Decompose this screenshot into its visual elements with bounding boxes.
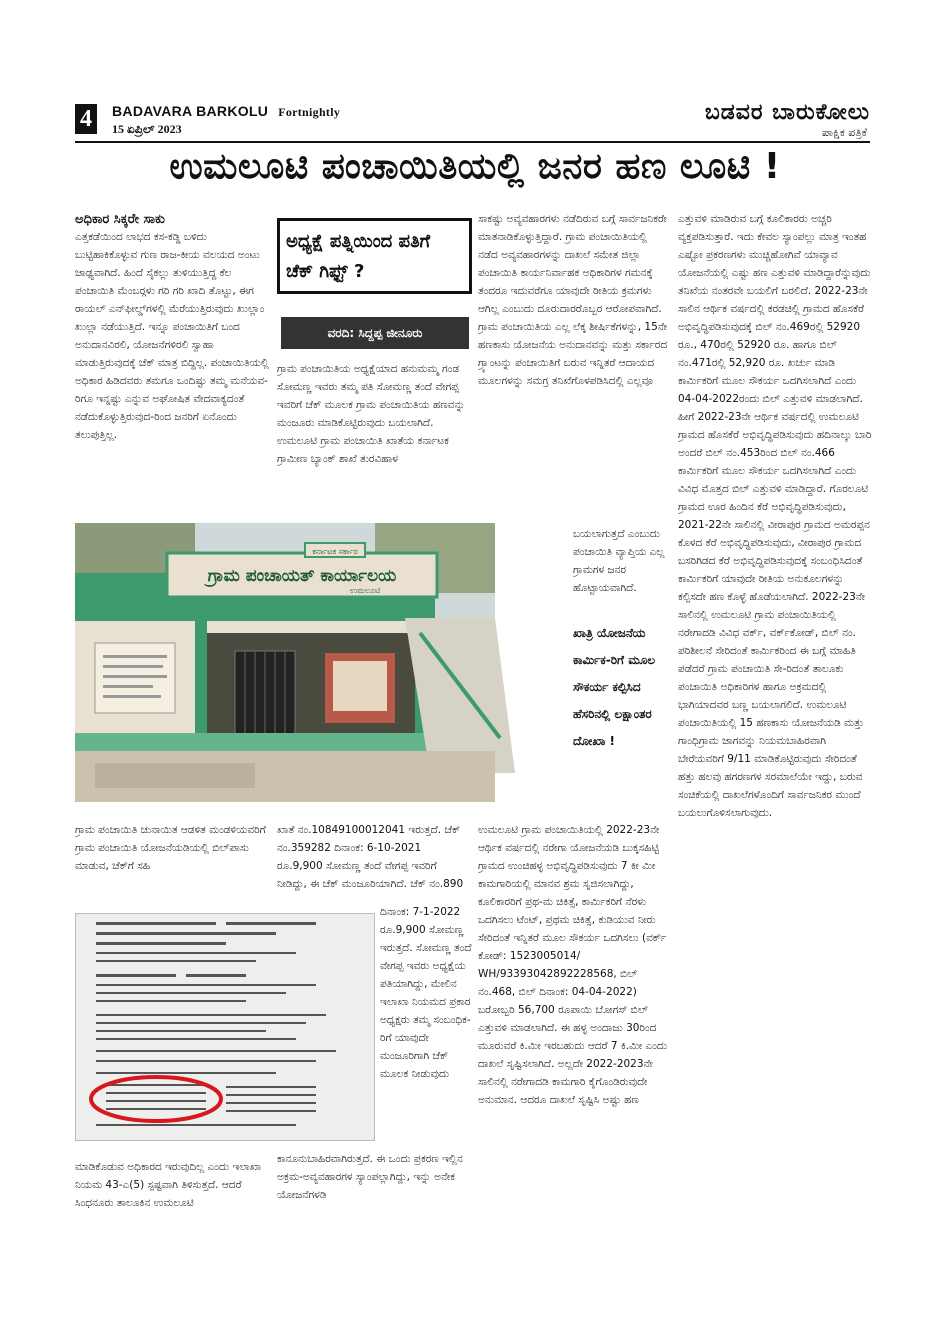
- article-column-1-bottom: ಮಾಡಿಕೊಡುವ ಅಧಿಕಾರದ ಇರುವುದಿಲ್ಲ ಎಂದು ಇಲಾಖಾ ನಿಯಮ 43-ಎ(5) ಸ್ಪಷ್ಟವಾಗಿ ತಿಳಿಸುತ್ತದೆ. ಆದರೆ ಸಿಂಧನೂರು ತಾಲೂಕಿನ ಉಮಲೂಟಿ: [75, 1161, 262, 1209]
- office-sign-text: ಗ್ರಾಮ ಪಂಚಾಯತ್ ಕಾರ್ಯಾಲಯ: [207, 566, 397, 586]
- article-column-3-continued: ಬಯಲಾಗುತ್ತದೆ ಎಂಬುದು ಪಂಚಾಯಿತಿ ವ್ಯಾಪ್ತಿಯ ಎಲ್ಲ ಗ್ರಾಮಗಳ ಜನರ ಹೊಟ್ಟಾಯವಾಗಿದೆ.: [573, 528, 665, 594]
- byline: ವರದಿ: ಸಿದ್ದಪ್ಪ ಜೀನೂರು: [281, 317, 469, 349]
- masthead-frequency: Fortnightly: [278, 105, 341, 119]
- article-column-3-lower: ಉಮಲೂಟಿ ಗ್ರಾಮ ಪಂಚಾಯಿತಿಯಲ್ಲಿ 2022-23ನೇ ಆರ್ಥಿಕ ವರ್ಷದಲ್ಲಿ ನರೇಗಾ ಯೋಜನೆಯಡಿ ಬುಕ್ಕಸಹಿಟ್ಟಿ ಗ್ರಾಮದ ಉಂಚಿಹಳ್ಳ ಅಭಿವೃದ್ಧಿಪಡಿಸುವುದು 7 ಕೀ ಮೀ ಕಾಮಗಾರಿಯಲ್ಲಿ ಮಾನವ ಶ್ರಮ ಸೃಜಿಸಲಾಗಿದ್ದು, ಕೂಲಿಕಾರರಿಗೆ ಪ್ರಥ-ಮ ಚಿಕಿತ್ಸೆ, ಕಾರ್ಮಿಕರಿಗೆ ನೆರಳು ಒದಗಿಸಲು ಟೆಂಟ್, ಪ್ರಥಮ ಚಿಕಿತ್ಸೆ, ಕುಡಿಯುವ ನೀರು ಸೇರಿದಂತೆ ಇನ್ನಿತರೆ ಮೂಲ ಸೌಕರ್ಯ ಒದಗಿಸಲು (ವರ್ಕ್ ಕೋಡ್: 1523005014/ WH/93393042892228568, ಬಿಲ್ ನಂ.468, ಬಿಲ್ ದಿನಾಂಕ: 04-04-2022) ಬರೋಬ್ಬರಿ 56,700 ರೂಪಾಯಿ ಬೋಗಸ್ ಬಿಲ್ ಎತ್ತುವಳಿ ಮಾಡಲಾಗಿದೆ. ಈ ಹಳ್ಳ ಅಂದಾಜು 30ರಿಂದ ಮೂರುವರೆ ಕಿ.ಮೀ ಇರಬಹುದು ಆದರೆ 7 ಕಿ.ಮೀ ಎಂದು ದಾಖಲೆ ಸೃಷ್ಟಿಸಲಾಗಿದೆ. ಅಲ್ಲದೇ 2022-2023ನೇ ಸಾಲಿನಲ್ಲಿ ನರೇಗಾದಡಿ ಕಾಮಗಾರಿ ಕೈಗೊಂಡಿರುವುದೇ ಅನುಮಾನ. ಆದರೂ ದಾಖಲೆ ಸೃಷ್ಟಿಸಿ ಅಷ್ಟು ಹಣ: [478, 824, 668, 1106]
- article-column-4: ಎತ್ತುವಳಿ ಮಾಡಿರುವ ಬಗ್ಗೆ ಕೂಲಿಕಾರರು ಅಚ್ಚರಿ ವ್ಯಕ್ತಪಡಿಸುತ್ತಾರೆ. ಇದು ಕೇವಲ ಸ್ಯಾಂಪಲ್ಲು ಮಾತ್ರ ಇಂತಹ ಎಷ್ಟೋ ಪ್ರಕರಣಗಳು ಮುಚ್ಚಿಹೋಗಿವೆ ಯಾವ್ಯಾವ ಯೋಜನೆಯಲ್ಲಿ ಎಷ್ಟು ಹಣ ಎತ್ತುವಳಿ ಮಾಡಿದ್ದಾರೆನ್ನುವುದು ತನಿಖೆಯ ನಂತರವೇ ಬಯಲಿಗೆ ಬರಲಿದೆ. 2022-23ನೇ ಸಾಲಿನ ಆರ್ಥಿಕ ವರ್ಷದಲ್ಲಿ ಕರಡಚಿಲ್ಲಿ ಗ್ರಾಮದ ಹೊಸಕೆರೆ ಅಭಿವೃದ್ಧಿಪಡಿಸುವುದಕ್ಕೆ ಬಿಲ್ ನಂ.469ರಲ್ಲಿ 52920 ರೂ., 470ರಲ್ಲಿ 52920 ರೂ. ಹಾಗೂ ಬಿಲ್ ನಂ.471ರಲ್ಲಿ 52,920 ರೂ. ಖರ್ಚು ಮಾಡಿ ಕಾರ್ಮಿಕರಿಗೆ ಮೂಲ ಸೌಕರ್ಯ ಒದಗಿಸಲಾಗಿದೆ ಎಂದು 04-04-2022ರಂದು ಬಿಲ್ ಎತ್ತುವಳಿ ಮಾಡಲಾಗಿದೆ. ಹೀಗೆ 2022-23ನೇ ಆರ್ಥಿಕ ವರ್ಷದಲ್ಲಿ ಉಮಲೂಟಿ ಗ್ರಾಮದ ಹೊಸಕೆರೆ ಅಭಿವೃದ್ಧಿಪಡಿಸುವುದು ಹದಿನಾಲ್ಕು ಬಾರಿ ಅಂದರೆ ಬಿಲ್ ನಂ.453ರಿಂದ ಬಿಲ್ ನಂ.466 ಕಾರ್ಮಿಕರಿಗೆ ಮೂಲ ಸೌಕರ್ಯ ಒದಗಿಸಲಾಗಿದೆ ಎಂದು ವಿವಿಧ ಮೊತ್ತದ ಬಿಲ್ ಎತ್ತುವಳಿ ಮಾಡಿದ್ದಾರೆ. ಗೊರಲೂಟಿ ಗ್ರಾಮದ ಊರ ಹಿಂದಿನ ಕೆರೆ ಅಭಿವೃದ್ಧಿಪಡಿಸುವುದು, 2021-22ನೇ ಸಾಲಿನಲ್ಲಿ ವೀರಾಪುರ ಗ್ರಾಮದ ಅಮರಪ್ಪನ ಕೊಳದ ಕೆರೆ ಅಭಿವೃದ್ಧಿಪಡಿಸುವುದು, ವೀರಾಪುರ ಗ್ರಾಮದ ಬಸರಿಗಿಡದ ಕೆರೆ ಅಭಿವೃದ್ಧಿಪಡಿಸುವುದಕ್ಕೆ ಸಂಬಂಧಿಸಿದಂತೆ ಕಾರ್ಮಿಕರಿಗೆ ಯಾವುದೇ ರೀತಿಯ ಅನುಕೂಲಗಳನ್ನು ಕಲ್ಪಿಸದೇ ಹಣ ಕೊಳ್ಳೆ ಹೊಡೆಯಲಾಗಿದೆ. 2022-23ನೇ ಸಾಲಿನಲ್ಲಿ ಉಮಲೂಟಿ ಗ್ರಾಮ ಪಂಚಾಯಿತಿಯಲ್ಲಿ ನರೇಗಾದಡಿ ವಿವಿಧ ವರ್ಕ್, ವರ್ಕ್‌ಕೋಡ್, ಬಿಲ್ ನಂ. ಪರಿಶೀಲನೆ ಸೇರಿದಂತೆ ಕಾರ್ಮಿಕರಿಂದ ಈ ಬಗ್ಗೆ ಮಾಹಿತಿ ಪಡೆದರೆ ಗ್ರಾಮ ಪಂಚಾಯಿತಿ ಸೇ-ರಿದಂತೆ ತಾಲೂಕು ಪಂಚಾಯಿತಿ ಅಧಿಕಾರಿಗಳ ಹಾಗೂ ಅಕ್ರಮದಲ್ಲಿ ಭಾಗಿಯಾದವರ ಬಣ್ಣ ಬಯಲಾಗಲಿದೆ. ಉಮಲೂಟಿ ಪಂಚಾಯಿತಿಯಲ್ಲಿ 15 ಹಣಕಾಸು ಯೋಜನೆಯಡಿ ಮತ್ತು ಗಾಂಧಿಗ್ರಾಮ ಜಾಗವನ್ನು ನಿಯಮಬಾಹಿರವಾಗಿ ಬೇರೆಯವರಿಗೆ 9/11 ಮಾಡಿಕೊಟ್ಟಿರುವುದು ಸೇರಿದಂತೆ ಹತ್ತು ಹಲವು ಹಗರಣಗಳ ಸರಮಾಲೆಯೇ ಇದ್ದು, ಬರುವ ಸಂಚಿಕೆಯಲ್ಲಿ ದಾಖಲೆಗಳೊಂದಿಗೆ ಸಾರ್ವಜನಿಕರ ಮುಂದೆ ಬಯಲುಗೊಳಿಸಲಾಗುವುದು.: [678, 213, 872, 819]
- bank-statement-illustration: [76, 914, 375, 1141]
- article-column-2-lower: ಖಾತೆ ನಂ.10849100012041 ಇರುತ್ತದೆ. ಚೆಕ್ ನಂ.359282 ದಿನಾಂಕ: 6-10-2021 ರೂ.9,900 ಸೋಮಣ್ಣ ತಂದೆ ವೇಗಪ್ಪ ಇವರಿಗೆ ನೀಡಿದ್ದು, ಈ ಚೆಕ್ ಮಂಜೂರಿಯಾಗಿದೆ. ಚೆಕ್ ನಂ.890: [277, 824, 464, 890]
- article-column-1-lower: ಗ್ರಾಮ ಪಂಚಾಯಿತಿ ಚುನಾಯಿತ ಆಡಳಿತ ಮಂಡಳಿಯವರಿಗೆ ಗ್ರಾಮ ಪಂಚಾಯಿತಿ ಯೋಜನೆಯಡಿಯಲ್ಲಿ ಬಿಲ್‌ಪಾಸು ಮಾಡುವ, ಚೆಕ್‌ಗೆ ಸಹಿ: [75, 824, 266, 872]
- issue-date: 15 ಏಪ್ರಿಲ್ 2023: [112, 122, 182, 136]
- panchayat-office-photo: [75, 523, 573, 802]
- pull-quote: ಖಾತ್ರಿ ಯೋಜನೆಯ ಕಾರ್ಮಿಕ-ರಿಗೆ ಮೂಲ ಸೌಕರ್ಯ ಕಲ್ಪಿಸಿದ ಹೆಸರಿನಲ್ಲಿ ಲಕ್ಷಾಂತರ ದೋಖಾ !: [573, 626, 656, 748]
- sign-top-text: ಕರ್ನಾಟಕ ಸರ್ಕಾರ: [312, 547, 358, 556]
- office-building-illustration: [75, 523, 573, 802]
- article-column-2-narrow: ದಿನಾಂಕ: 7-1-2022 ರೂ.9,900 ಸೋಮಣ್ಣ ಇರುತ್ತದೆ. ಸೋಮಣ್ಣ ತಂದೆ ವೇಗಪ್ಪ ಇವರು ಅಧ್ಯಕ್ಷೆಯ ಪತಿಯಾಗಿದ್ದು, ಮೇಲಿನ ಇಲಾಖಾ ನಿಯಮದ ಪ್ರಕಾರ ಅಧ್ಯಕ್ಷರು ತಮ್ಮ ಸಂಬಂಧಿಕ-ರಿಗೆ ಯಾವುದೇ ಮಂಜೂರಿಗಾಗಿ ಚೆಕ್ ಮೂಲಕ ನೀಡುವುದು: [380, 906, 472, 1080]
- masthead-subtitle: ಪಾಕ್ಷಿಕ ಪತ್ರಿಕೆ: [822, 126, 867, 139]
- section-subhead: ಅಧಿಕಾರ ಸಿಕ್ಕರೇ ಸಾಕು: [75, 212, 165, 227]
- bank-statement-scan: [75, 913, 375, 1141]
- masthead-title-en-text: BADAVARA BARKOLU: [112, 103, 269, 119]
- article-column-2-bottom: ಕಾನೂನುಬಾಹಿರವಾಗಿರುತ್ತದೆ. ಈ ಒಂದು ಪ್ರಕರಣ ಇಲ್ಲಿನ ಅಕ್ರಮ-ಅವ್ಯವಹಾರಗಳ ಸ್ಯಾಂಪಲ್ಲಾಗಿದ್ದು, ಇನ್ನು ಅನೇಕ ಯೋಜನೆಗಳಡಿ: [277, 1153, 463, 1201]
- masthead-title-kn: ಬಡವರ ಬಾರುಕೋಲು: [704, 100, 870, 125]
- masthead-title-en: [112, 103, 340, 120]
- headline: ಉಮಲೂಟಿ ಪಂಚಾಯಿತಿಯಲ್ಲಿ ಜನರ ಹಣ ಲೂಟಿ !: [169, 146, 781, 187]
- kicker-box: ಅಧ್ಯಕ್ಷೆ ಪತ್ನಿಯಿಂದ ಪತಿಗೆ ಚೆಕ್ ಗಿಫ್ಟ್ ?: [277, 218, 472, 294]
- office-sign-subtext: ಉಮಲೂಟಿ: [349, 586, 381, 595]
- article-column-1: ಎತ್ತಕಡೆಯಿಂದ ಲಾಭದ ಕಸ-ಕಡ್ಡಿ ಬಳಿದು ಬುಟ್ಟಿಹಾಕಿಕೊಳ್ಳುವ ಗುಣ ರಾಜ-ಕೀಯ ವಲಯದ ಅಂಟು ಜಾಢ್ಯವಾಗಿದೆ. ಹಿಂದೆ ಸೈಕಲ್ಲು ತುಳಿಯುತ್ತಿದ್ದ ಕೆಲ ಪಂಚಾಯಿತಿ ಮೆಂಬರ‍್ಗಳು ಗರಿ ಗರಿ ಖಾದಿ ತೊಟ್ಟು, ಈಗ ರಾಯಲ್ ಎನ್‌ಫೀಲ್ಡ್‌ಗಳಲ್ಲಿ ಮೆರೆಯುತ್ತಿರುವುದು ಖುಲ್ಲಾಂ ಖುಲ್ಲಾ ನಡೆಯುತ್ತಿದೆ. ಇನ್ನೂ ಪಂಚಾಯಿತಿಗೆ ಬಂದ ಅನುದಾನವಿರಲಿ, ಯೋಜನೆಗಳಿರಲಿ ಸ್ವಾಹಾ ಮಾಡುತ್ತಿರುವುದಕ್ಕೆ ಚೆಕ್ ಮಾತ್ರ ಬಿದ್ದಿಲ್ಲ. ಪಂಚಾಯಿತಿಯಲ್ಲಿ ಅಧಿಕಾರ ಹಿಡಿದವರು ತಮಗೂ ಒಂದಿಷ್ಟು ತಮ್ಮ ಮನೆಯವ-ರಿಗೂ ಇನ್ನಷ್ಟು ಎನ್ನುವ ಅಘೋಷಿತ ವೇದವಾಕ್ಯದಂತೆ ನಡೆದುಕೊಳ್ಳುತ್ತಿರುವುದ-ರಿಂದ ಜನರಿಗೆ ಏನೊಂದು ತಲುಪುತ್ತಿಲ್ಲ.: [75, 231, 269, 441]
- article-column-3: ಸಾಕಷ್ಟು ಅವ್ಯವಹಾರಗಳು ನಡೆದಿರುವ ಬಗ್ಗೆ ಸಾರ್ವಜನಿಕರೇ ಮಾತನಾಡಿಕೊಳ್ಳುತ್ತಿದ್ದಾರೆ. ಗ್ರಾಮ ಪಂಚಾಯಿತಿಯಲ್ಲಿ ನಡೆದ ಅವ್ಯವಹಾರಗಳನ್ನು ದಾಖಲೆ ಸಮೇತ ಜಿಲ್ಲಾ ಪಂಚಾಯಿತಿ ಕಾರ್ಯನಿರ್ವಾಹಕ ಅಧಿಕಾರಿಗಳ ಗಮನಕ್ಕೆ ತಂದರೂ ಇದುವರೆಗೂ ಯಾವುದೇ ರೀತಿಯ ಕ್ರಮಗಳು ಆಗಿಲ್ಲ ಎಂಬುದು ದೂರುದಾರರೊಬ್ಬರ ಆರೋಪವಾಗಿದೆ. ಗ್ರಾಮ ಪಂಚಾಯಿತಿಯ ಎಲ್ಲ ಲೆಕ್ಕ ಶೀರ್ಷಿಕೆಗಳನ್ನು, 15ನೇ ಹಣಕಾಸು ಯೋಜನೆಯ ಅನುದಾನವನ್ನು ಮತ್ತು ಸರ್ಕಾರದ ಗ್ರ್ಯಾಂಟನ್ನು ಪಂಚಾಯಿತಿಗೆ ಬರುವ ಇನ್ನಿತರೆ ಆದಾಯದ ಮೂಲಗಳನ್ನು ಸಮಗ್ರ ತನಿಖೆಗೊಳಪಡಿಸಿದಲ್ಲಿ ಎಲ್ಲವೂ: [478, 213, 668, 387]
- page-number: 4: [75, 104, 97, 134]
- masthead-rule: [75, 141, 870, 143]
- article-column-2: ಗ್ರಾಮ ಪಂಚಾಯಿತಿಯ ಅಧ್ಯಕ್ಷೆಯಾದ ಹನುಮಮ್ಮ ಗಂಡ ಸೋಮಣ್ಣ ಇವರು ತಮ್ಮ ಪತಿ ಸೋಮಣ್ಣ ತಂದೆ ವೇಗಪ್ಪ ಇವರಿಗೆ ಚೆಕ್ ಮೂಲಕ ಗ್ರಾಮ ಪಂಚಾಯಿತಿಯ ಹಣವನ್ನು ಮಂಜೂರು ಮಾಡಿಕೊಟ್ಟಿರುವುದು ಬಯಲಾಗಿದೆ. ಉಮಲೂಟಿ ಗ್ರಾಮ ಪಂಚಾಯಿತಿ ಖಾತೆಯ ಕರ್ನಾಟಕ ಗ್ರಾಮೀಣ ಬ್ಯಾಂಕ್ ಶಾಖೆ ತುರವಿಹಾಳ: [277, 363, 466, 465]
